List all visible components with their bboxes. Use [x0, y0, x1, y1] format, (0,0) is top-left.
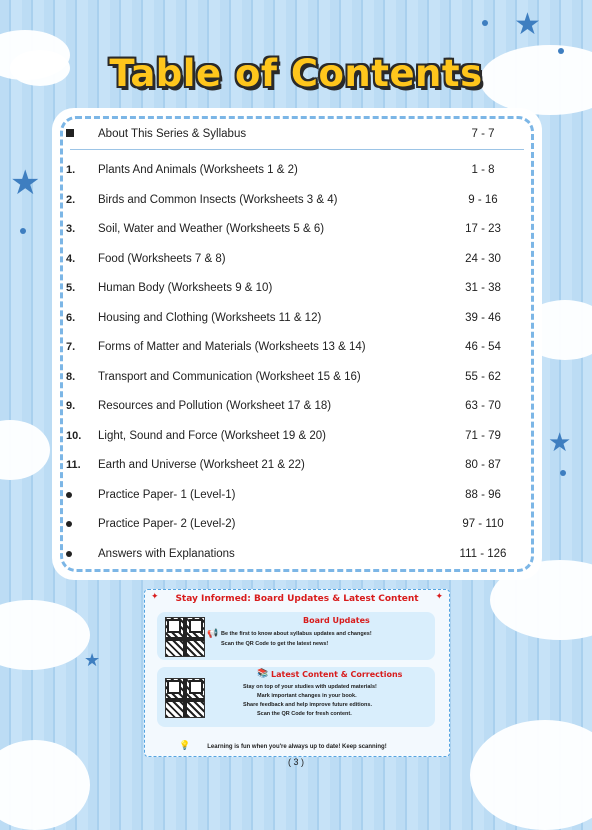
toc-entry-title: About This Series & Syllabus [98, 128, 247, 140]
toc-entry-number: 8. [66, 370, 76, 383]
confetti-icon: ✦ [435, 592, 443, 602]
cloud-decoration [0, 420, 50, 480]
toc-entry-title: Practice Paper- 2 (Level-2) [98, 518, 236, 530]
toc-entry-number: 1. [66, 164, 76, 176]
board-updates-title: Board Updates [303, 616, 370, 625]
toc-entry-pages: 9 - 16 [468, 193, 498, 206]
toc-entry-title: Food (Worksheets 7 & 8) [98, 252, 226, 265]
toc-entry-title: Practice Paper- 1 (Level-1) [98, 488, 236, 501]
round-bullet-icon [66, 518, 98, 530]
toc-row[interactable] [66, 219, 528, 239]
toc-row[interactable] [66, 426, 528, 446]
page-number: ( 3 ) [287, 757, 304, 767]
latest-content-line: Share feedback and help improve future editions. [243, 702, 372, 708]
cloud-decoration [0, 740, 90, 830]
toc-entry-number: 2. [66, 193, 76, 206]
toc-row[interactable] [66, 308, 528, 328]
latest-content-panel [157, 667, 435, 727]
stay-informed-box [144, 589, 450, 757]
toc-row[interactable] [66, 337, 528, 357]
toc-entry-number: 11. [66, 459, 81, 471]
toc-entry-pages: 39 - 46 [465, 311, 501, 324]
toc-entry-pages: 46 - 54 [465, 341, 501, 353]
star-icon: ★ [514, 7, 541, 42]
page-title: Table of Contents [109, 52, 483, 95]
toc-row[interactable] [66, 367, 528, 387]
toc-row[interactable] [66, 190, 528, 210]
latest-content-line: Mark important changes in your book. [257, 693, 357, 699]
square-bullet-icon [66, 128, 98, 140]
toc-entry-title: Birds and Common Insects (Worksheets 3 & 4) [98, 193, 338, 206]
toc-row[interactable] [66, 544, 528, 564]
toc-entry-number: 5. [66, 282, 76, 294]
toc-card [52, 108, 542, 580]
toc-entry-pages: 111 - 126 [459, 547, 507, 560]
books-icon: 📚 [257, 669, 269, 679]
latest-content-line: Scan the QR Code for fresh content. [257, 711, 352, 717]
toc-row[interactable] [66, 160, 528, 180]
toc-entry-pages: 31 - 38 [465, 282, 501, 294]
toc-intro-row[interactable] [66, 124, 528, 144]
megaphone-icon: 📢 [207, 629, 219, 639]
star-icon: ★ [10, 163, 41, 203]
toc-entry-title: Resources and Pollution (Worksheet 17 & 18) [98, 400, 332, 412]
toc-row[interactable] [66, 514, 528, 534]
star-icon: ★ [84, 650, 101, 671]
toc-entry-pages: 97 - 110 [462, 518, 504, 530]
toc-entry-number: 3. [66, 223, 76, 235]
toc-entry-number: 6. [66, 311, 76, 324]
toc-entry-pages: 1 - 8 [471, 164, 495, 176]
board-updates-panel [157, 612, 435, 660]
stay-informed-footer: Learning is fun when you're always up to date! Keep scanning! [207, 744, 387, 750]
toc-entry-number: 10. [66, 429, 82, 442]
toc-entry-pages: 24 - 30 [465, 252, 501, 265]
round-bullet-icon [66, 489, 98, 501]
toc-entry-pages: 63 - 70 [465, 400, 501, 412]
dot-decoration [482, 20, 488, 26]
toc-row[interactable] [66, 485, 528, 505]
stay-informed-heading: Stay Informed: Board Updates & Latest Content [175, 594, 419, 604]
dot-decoration [560, 470, 566, 476]
toc-entry-pages: 55 - 62 [465, 370, 501, 383]
board-updates-qr-code[interactable] [165, 617, 205, 657]
board-updates-line: Be the first to know about syllabus updates and changes! [221, 631, 372, 637]
toc-entry-title: Answers with Explanations [98, 547, 235, 560]
toc-entry-title: Transport and Communication (Worksheet 15 & 16) [98, 370, 361, 383]
toc-entry-pages: 71 - 79 [465, 429, 501, 442]
cloud-decoration [0, 600, 90, 670]
toc-row[interactable] [66, 396, 528, 416]
latest-content-line: Stay on top of your studies with updated materials! [243, 684, 377, 690]
toc-row[interactable] [66, 249, 528, 269]
toc-entry-title: Soil, Water and Weather (Worksheets 5 & 6) [98, 223, 325, 235]
star-icon: ★ [548, 428, 572, 458]
toc-entry-title: Human Body (Worksheets 9 & 10) [98, 282, 273, 294]
latest-content-title: Latest Content & Corrections [271, 670, 403, 679]
board-updates-line: Scan the QR Code to get the latest news! [221, 641, 329, 647]
dot-decoration [20, 228, 26, 234]
toc-divider [70, 149, 524, 150]
toc-entry-title: Light, Sound and Force (Worksheet 19 & 20) [98, 429, 327, 442]
toc-entry-number: 9. [66, 400, 76, 412]
toc-entry-title: Plants And Animals (Worksheets 1 & 2) [98, 164, 298, 176]
latest-content-qr-code[interactable] [165, 678, 205, 718]
toc-entry-pages: 88 - 96 [465, 488, 501, 501]
toc-row[interactable] [66, 278, 528, 298]
toc-entry-number: 4. [66, 252, 76, 265]
confetti-icon: ✦ [151, 592, 159, 602]
toc-entry-pages: 7 - 7 [471, 128, 495, 140]
toc-entry-title: Earth and Universe (Worksheet 21 & 22) [98, 459, 305, 471]
toc-entry-title: Forms of Matter and Materials (Worksheets 13 & 14) [98, 341, 366, 353]
toc-entry-pages: 80 - 87 [465, 459, 501, 471]
toc-entry-pages: 17 - 23 [465, 223, 501, 235]
toc-entry-title: Housing and Clothing (Worksheets 11 & 12) [98, 311, 322, 324]
toc-row[interactable] [66, 455, 528, 475]
toc-entry-number: 7. [66, 341, 76, 353]
round-bullet-icon [66, 548, 98, 560]
lightbulb-icon: 💡 [179, 741, 191, 751]
